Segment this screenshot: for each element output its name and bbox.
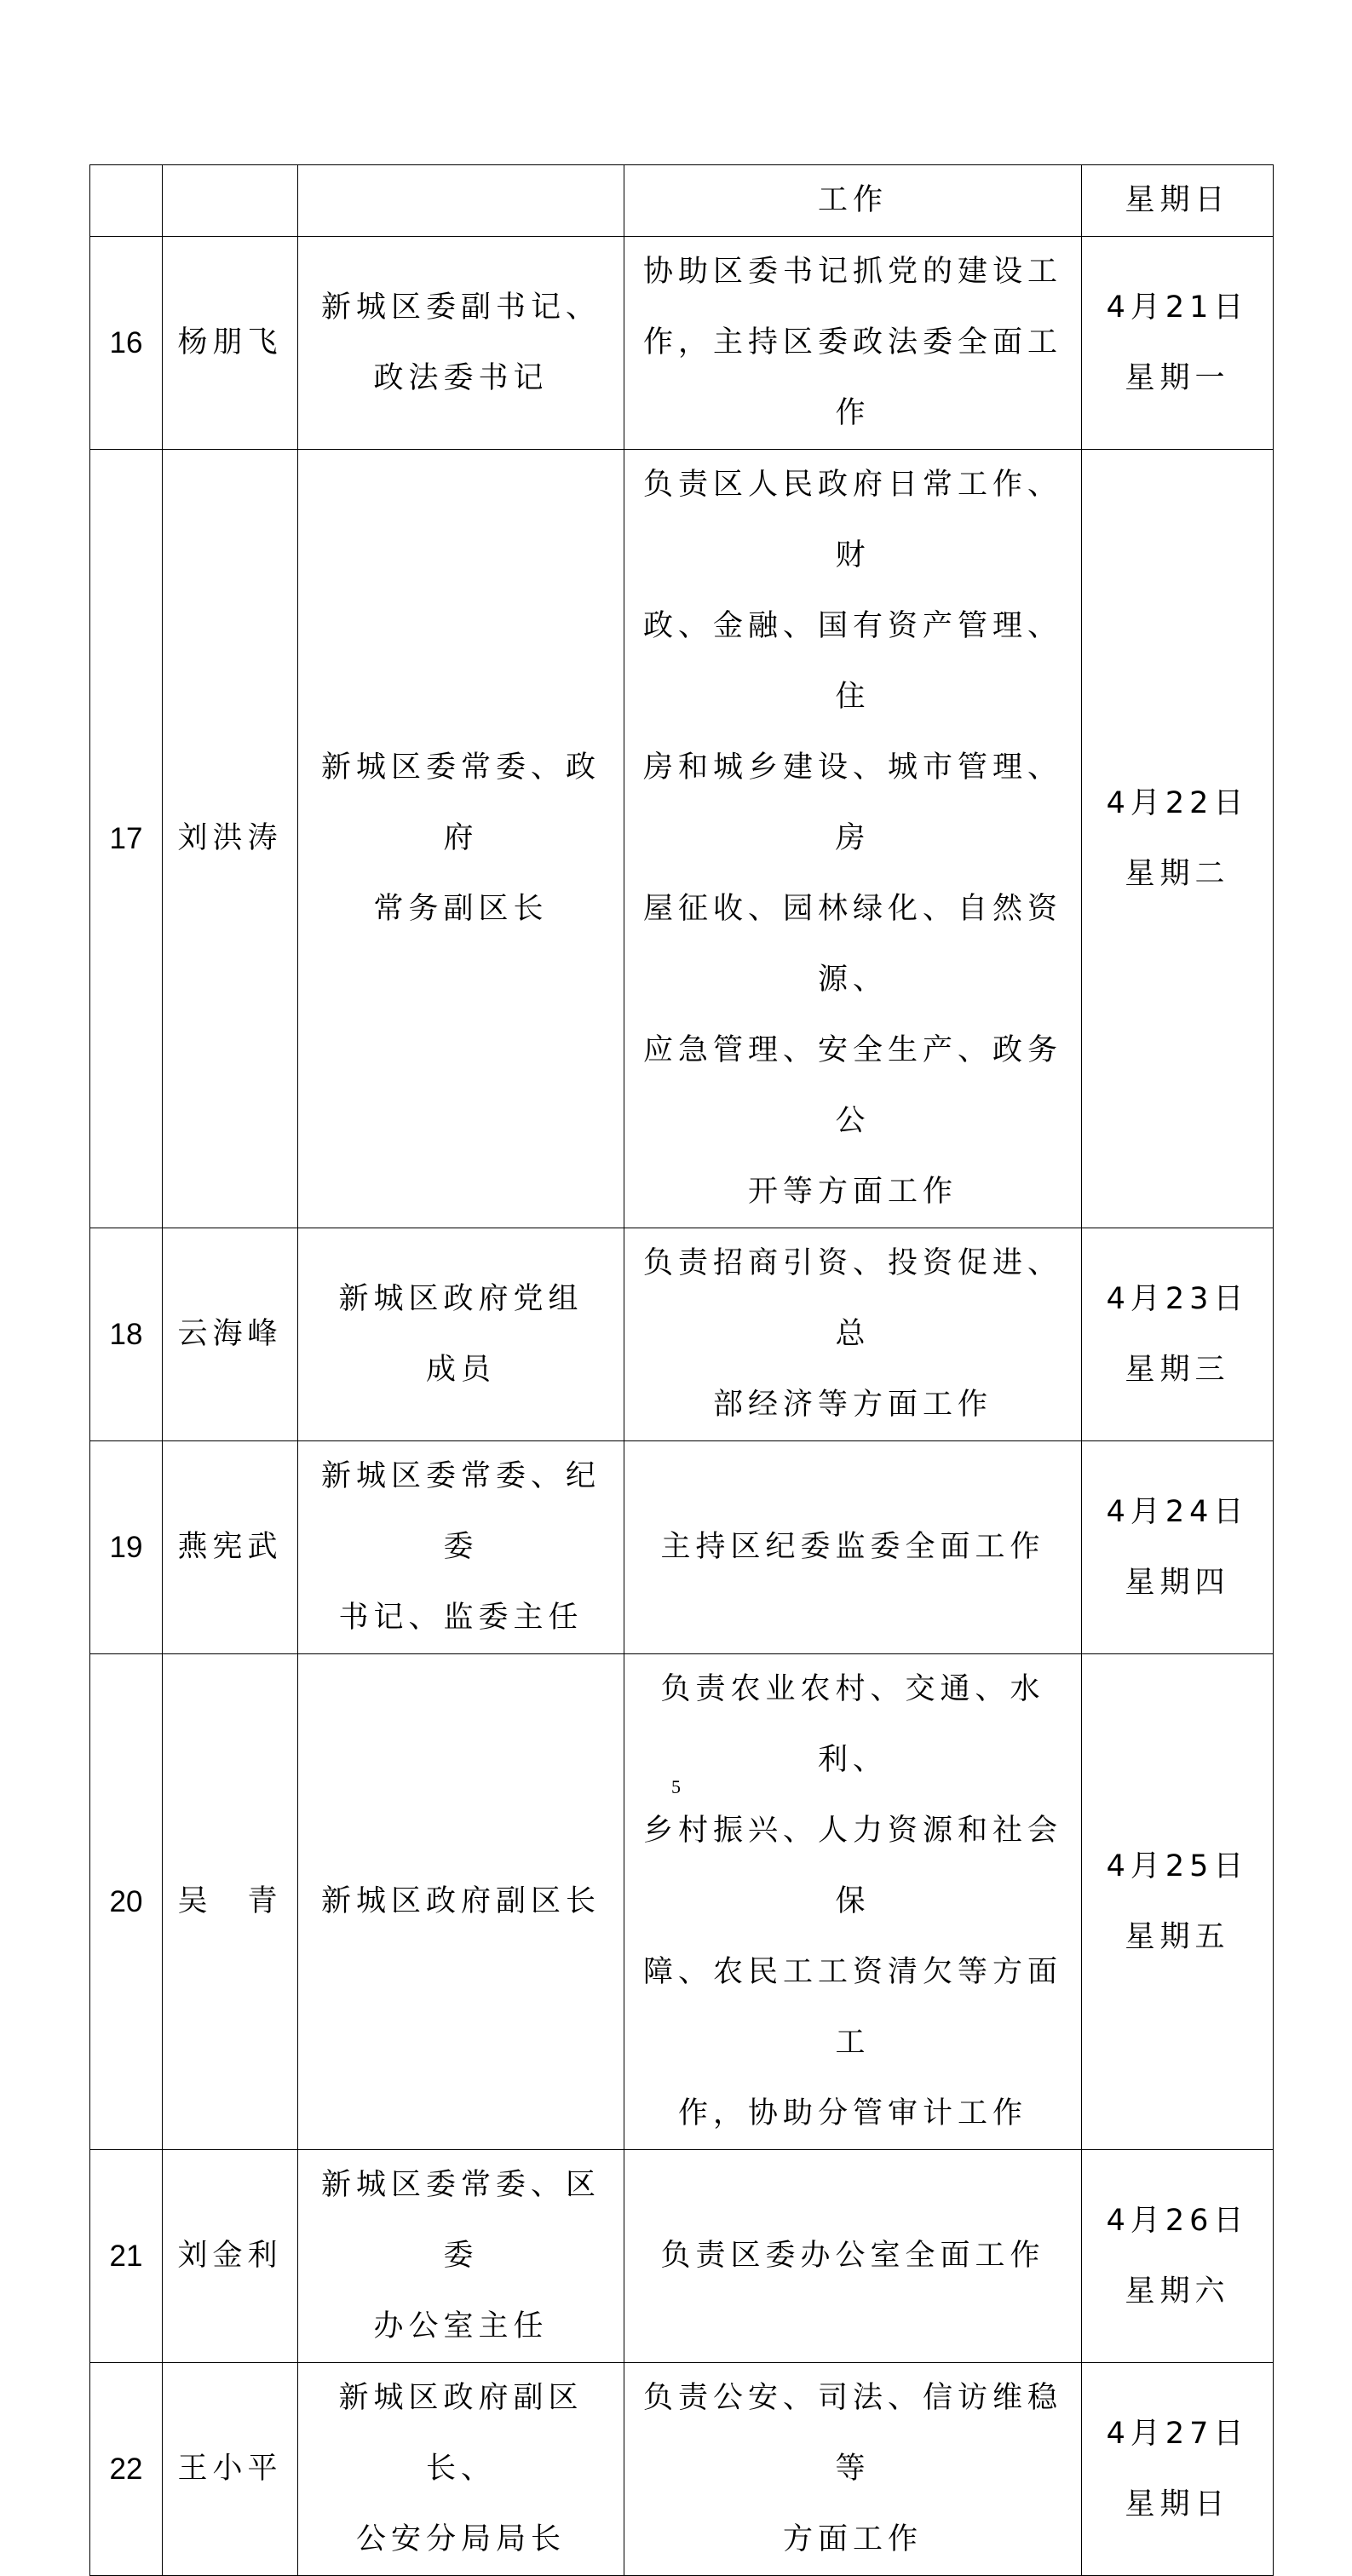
row-number: 16 — [90, 237, 163, 450]
table-row — [90, 237, 1274, 450]
table-row — [90, 165, 1274, 237]
person-name: 杨朋飞 — [163, 237, 298, 450]
duties-cell: 负责招商引资、投资促进、总 部经济等方面工作 — [624, 1228, 1082, 1441]
duties-cell: 协助区委书记抓党的建设工 作，主持区委政法委全面工作 — [624, 237, 1082, 450]
date-cell: 4月26日 星期六 — [1082, 2150, 1274, 2363]
date-cell: 4月25日 星期五 — [1082, 1654, 1274, 2150]
table-cell: 星期日 — [1082, 165, 1274, 237]
position-cell: 新城区政府副区长 — [298, 1654, 624, 2150]
position-cell: 新城区政府副区长、 公安分局局长 — [298, 2363, 624, 2576]
position-cell: 新城区委常委、政府 常务副区长 — [298, 450, 624, 1228]
table-row — [90, 2150, 1274, 2363]
date-cell: 4月24日 星期四 — [1082, 1441, 1274, 1654]
duties-cell: 负责区人民政府日常工作、财 政、金融、国有资产管理、住 房和城乡建设、城市管理、房 屋征收、园林绿化、自然资源、 应急管理、安全生产、政务公 开等方面工作 — [624, 450, 1082, 1228]
schedule-table — [89, 164, 1274, 2576]
row-number: 18 — [90, 1228, 163, 1441]
table-cell — [163, 165, 298, 237]
duties-cell: 负责农业农村、交通、水利、 乡村振兴、人力资源和社会保 障、农民工工资清欠等方面工 作，协助分管审计工作 — [624, 1654, 1082, 2150]
table-row — [90, 1654, 1274, 2150]
person-name: 云海峰 — [163, 1228, 298, 1441]
person-name: 燕宪武 — [163, 1441, 298, 1654]
row-number: 17 — [90, 450, 163, 1228]
row-number: 22 — [90, 2363, 163, 2576]
person-name: 刘洪涛 — [163, 450, 298, 1228]
row-number: 20 — [90, 1654, 163, 2150]
page-number: 5 — [671, 1776, 681, 1797]
table-cell: 工作 — [624, 165, 1082, 237]
table-row — [90, 1441, 1274, 1654]
duties-cell: 负责区委办公室全面工作 — [624, 2150, 1082, 2363]
row-number: 19 — [90, 1441, 163, 1654]
duties-cell: 负责公安、司法、信访维稳等 方面工作 — [624, 2363, 1082, 2576]
person-name: 吴 青 — [163, 1654, 298, 2150]
date-cell: 4月22日 星期二 — [1082, 450, 1274, 1228]
position-cell: 新城区委常委、纪委 书记、监委主任 — [298, 1441, 624, 1654]
person-name: 王小平 — [163, 2363, 298, 2576]
table-row — [90, 1228, 1274, 1441]
date-cell: 4月21日 星期一 — [1082, 237, 1274, 450]
duties-cell: 主持区纪委监委全面工作 — [624, 1441, 1082, 1654]
table-row — [90, 450, 1274, 1228]
position-cell: 新城区政府党组 成员 — [298, 1228, 624, 1441]
position-cell: 新城区委副书记、 政法委书记 — [298, 237, 624, 450]
table-cell — [90, 165, 163, 237]
date-cell: 4月23日 星期三 — [1082, 1228, 1274, 1441]
date-cell: 4月27日 星期日 — [1082, 2363, 1274, 2576]
table-row — [90, 2363, 1274, 2576]
schedule-table-body — [90, 165, 1274, 2576]
position-cell: 新城区委常委、区委 办公室主任 — [298, 2150, 624, 2363]
row-number: 21 — [90, 2150, 163, 2363]
table-cell — [298, 165, 624, 237]
person-name: 刘金利 — [163, 2150, 298, 2363]
